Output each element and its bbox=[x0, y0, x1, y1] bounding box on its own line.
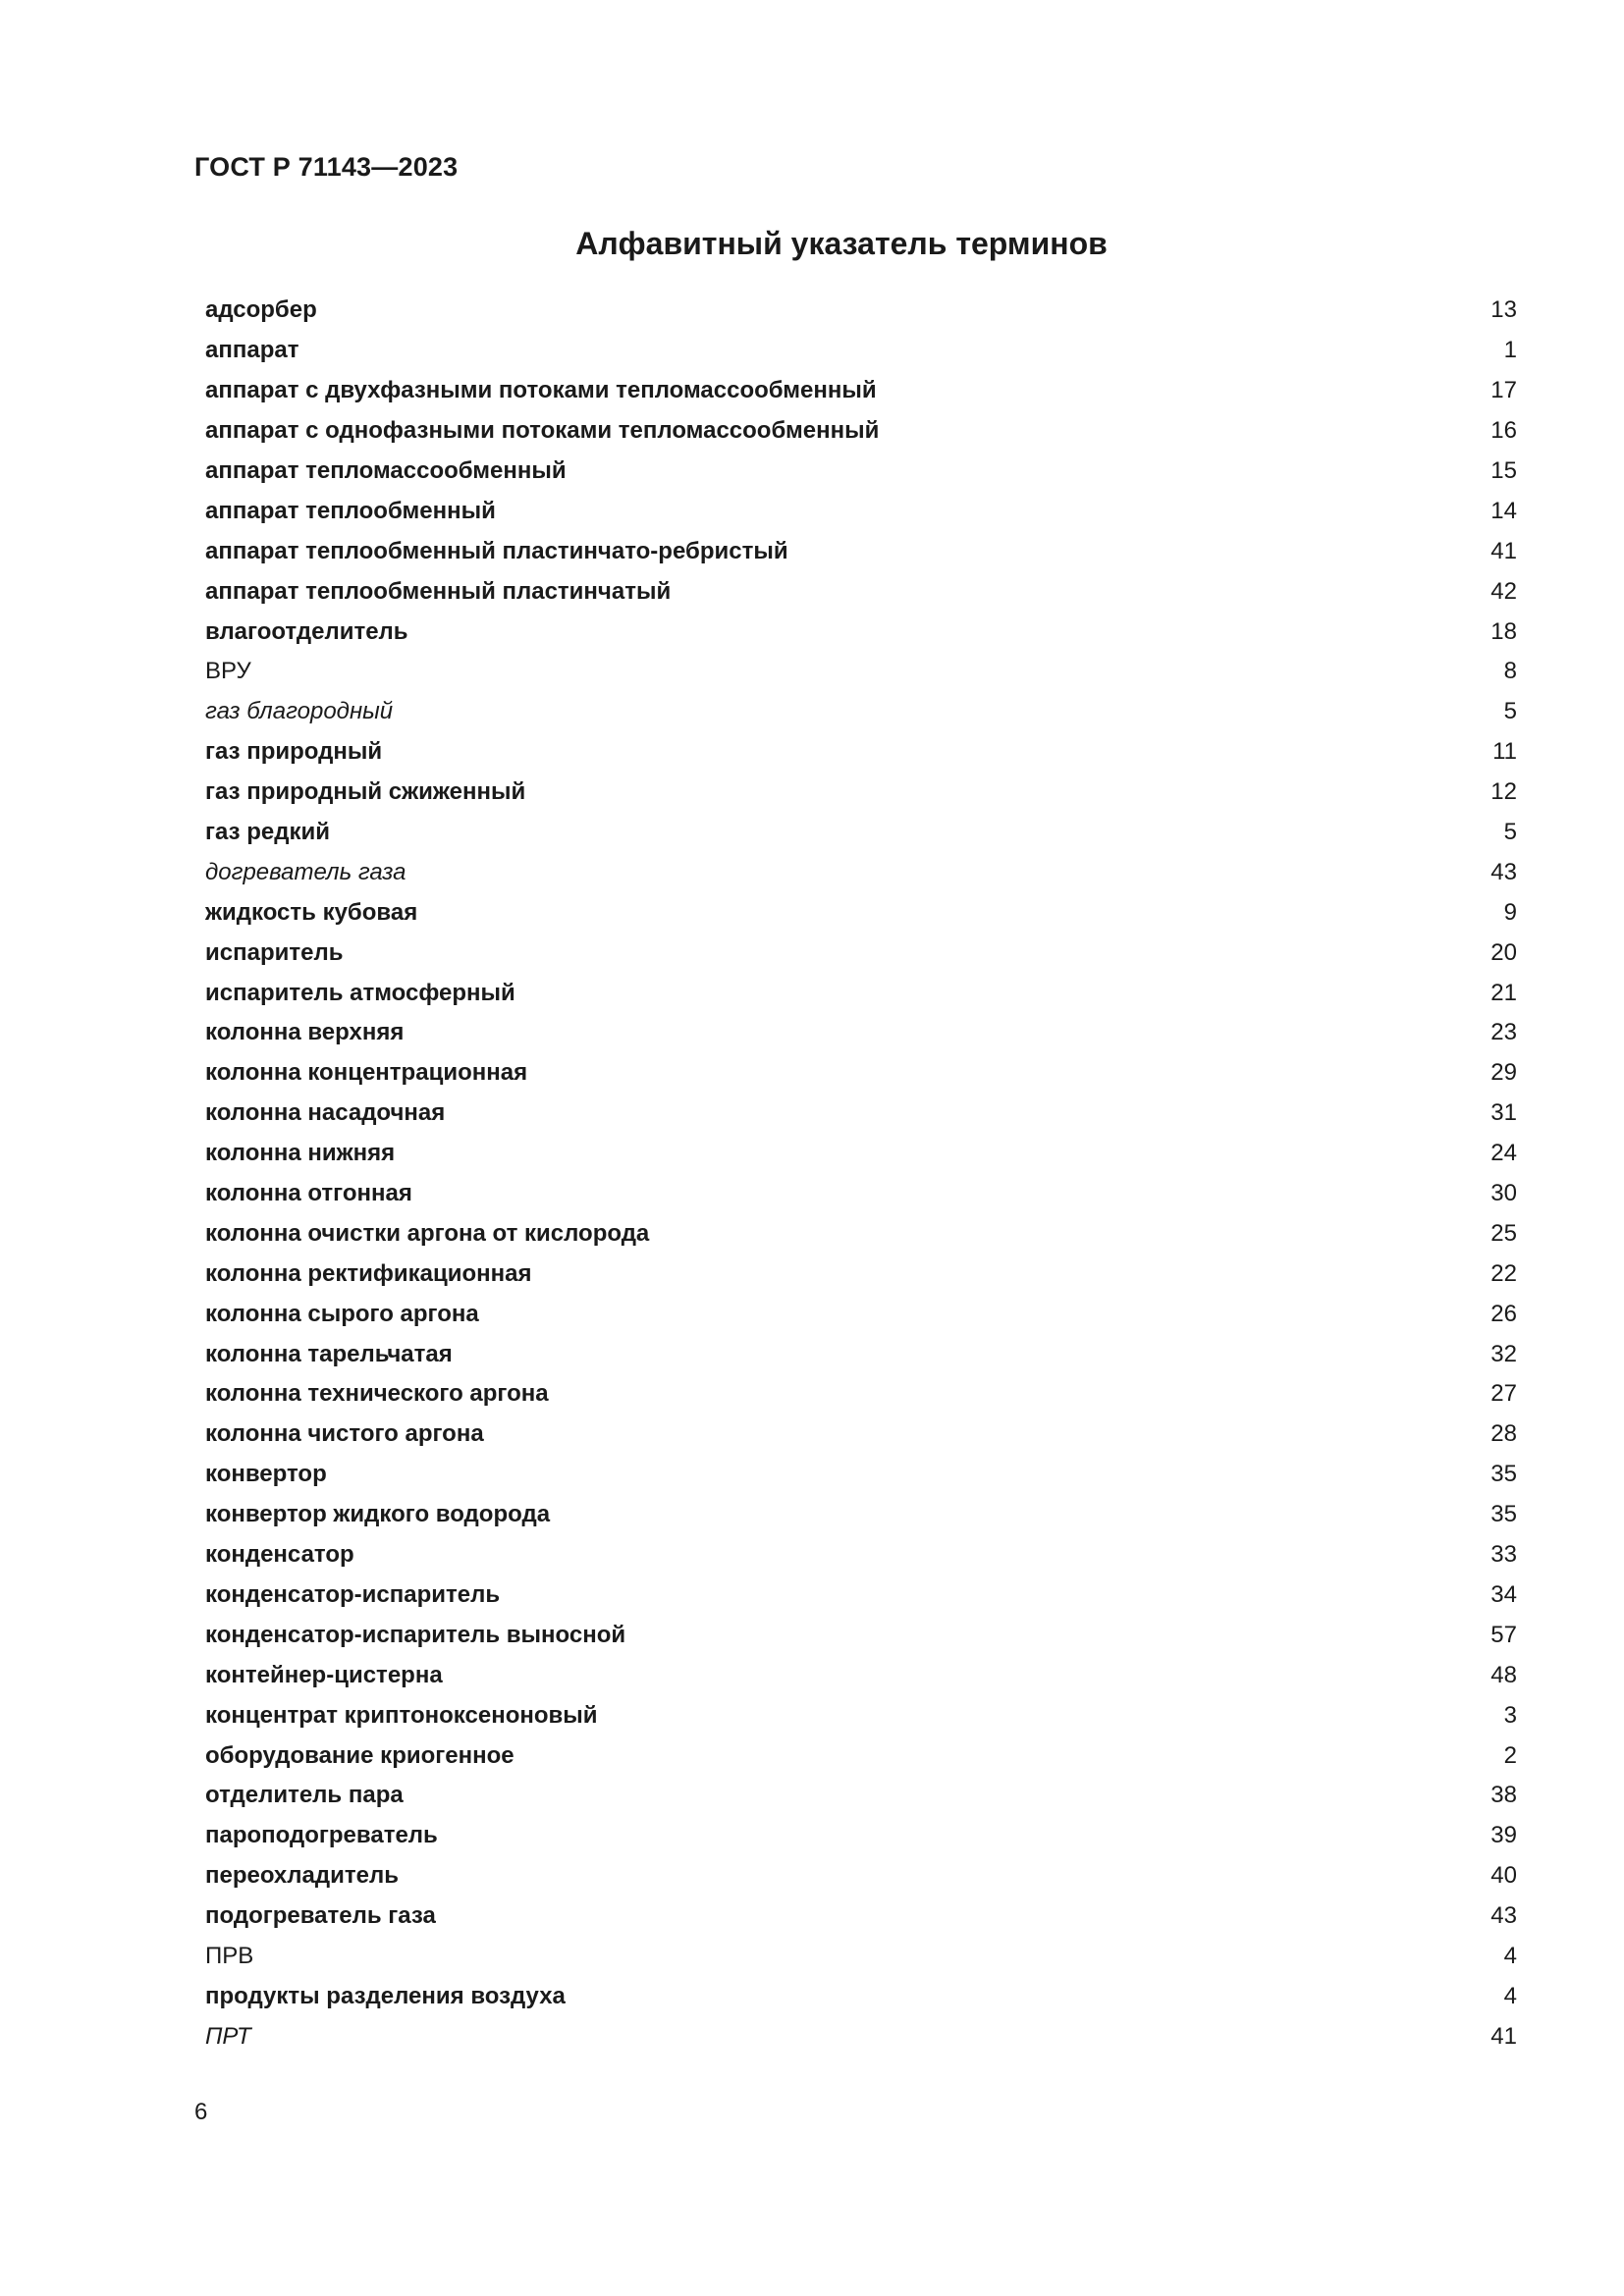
index-entry-row bbox=[205, 852, 1517, 892]
index-entry-row bbox=[205, 1094, 1517, 1134]
index-term: ПРТ bbox=[205, 2022, 251, 2050]
index-term: испаритель атмосферный bbox=[205, 979, 515, 1006]
index-term: аппарат bbox=[205, 337, 299, 364]
index-term: газ природный bbox=[205, 738, 383, 766]
index-page-ref: 11 bbox=[1492, 738, 1517, 766]
index-entry-row bbox=[205, 1655, 1517, 1695]
index-page-ref: 33 bbox=[1490, 1541, 1517, 1569]
page-number: 6 bbox=[194, 2099, 208, 2125]
index-term: колонна чистого аргона bbox=[205, 1420, 484, 1448]
index-entry-row bbox=[205, 1856, 1517, 1896]
index-entry-row bbox=[205, 612, 1517, 652]
index-page-ref: 29 bbox=[1490, 1059, 1517, 1087]
index-term: концентрат криптоноксеноновый bbox=[205, 1701, 598, 1729]
index-entry-row bbox=[205, 732, 1517, 773]
index-entry-row bbox=[205, 2016, 1517, 2056]
index-page-ref: 9 bbox=[1503, 898, 1517, 926]
index-entry-row bbox=[205, 1976, 1517, 2016]
index-entry-row bbox=[205, 1254, 1517, 1294]
index-term: аппарат с двухфазными потоками тепломассообменный bbox=[205, 377, 877, 404]
index-page-ref: 35 bbox=[1490, 1461, 1517, 1488]
index-term: колонна очистки аргона от кислорода bbox=[205, 1219, 650, 1247]
index-page-ref: 43 bbox=[1490, 1902, 1517, 1930]
index-entry-row bbox=[205, 291, 1517, 331]
index-entry-row bbox=[205, 973, 1517, 1013]
index-term: влагоотделитель bbox=[205, 617, 408, 645]
index-entry-row bbox=[205, 1615, 1517, 1655]
index-page-ref: 39 bbox=[1490, 1822, 1517, 1849]
index-entry-row bbox=[205, 1735, 1517, 1776]
index-entry-row bbox=[205, 331, 1517, 371]
index-entry-row bbox=[205, 652, 1517, 692]
index-page-ref: 4 bbox=[1503, 1942, 1517, 1969]
index-term: колонна нижняя bbox=[205, 1140, 396, 1167]
index-term: оборудование криогенное bbox=[205, 1741, 514, 1769]
index-term: газ природный сжиженный bbox=[205, 778, 526, 806]
index-term: ПРВ bbox=[205, 1942, 254, 1969]
index-term: колонна ректификационная bbox=[205, 1259, 532, 1287]
index-term: колонна отгонная bbox=[205, 1180, 412, 1207]
index-page-ref: 12 bbox=[1490, 778, 1517, 806]
index-page-ref: 17 bbox=[1490, 377, 1517, 404]
index-page-ref: 40 bbox=[1490, 1862, 1517, 1890]
index-page-ref: 32 bbox=[1490, 1340, 1517, 1367]
index-entry-row bbox=[205, 813, 1517, 853]
index-entry-row bbox=[205, 371, 1517, 411]
index-term: ВРУ bbox=[205, 658, 251, 685]
index-page-ref: 18 bbox=[1490, 617, 1517, 645]
index-term: конденсатор-испаритель bbox=[205, 1580, 501, 1608]
index-term: аппарат теплообменный пластинчато-ребристый bbox=[205, 537, 788, 564]
index-page-ref: 38 bbox=[1490, 1782, 1517, 1809]
index-entry-row bbox=[205, 1053, 1517, 1094]
index-page-ref: 23 bbox=[1490, 1019, 1517, 1046]
index-page-ref: 35 bbox=[1490, 1501, 1517, 1528]
index-term: контейнер-цистерна bbox=[205, 1661, 443, 1688]
index-entry-row bbox=[205, 1455, 1517, 1495]
index-entry-row bbox=[205, 411, 1517, 452]
index-term: отделитель пара bbox=[205, 1782, 404, 1809]
index-page-ref: 5 bbox=[1503, 698, 1517, 725]
index-page-ref: 27 bbox=[1490, 1380, 1517, 1408]
index-page-ref: 2 bbox=[1503, 1741, 1517, 1769]
index-entry-row bbox=[205, 1174, 1517, 1214]
index-page-ref: 48 bbox=[1490, 1661, 1517, 1688]
index-page-ref: 43 bbox=[1490, 858, 1517, 885]
index-entry-row bbox=[205, 892, 1517, 933]
index-term: переохладитель bbox=[205, 1862, 399, 1890]
index-page-ref: 16 bbox=[1490, 417, 1517, 445]
index-entry-row bbox=[205, 1896, 1517, 1937]
index-term: аппарат с однофазными потоками тепломассообменный bbox=[205, 417, 880, 445]
index-page-ref: 5 bbox=[1503, 819, 1517, 846]
index-term: аппарат тепломассообменный bbox=[205, 457, 567, 484]
page-title: Алфавитный указатель терминов bbox=[575, 226, 1108, 261]
index-term: колонна концентрационная bbox=[205, 1059, 528, 1087]
index-page-ref: 1 bbox=[1503, 337, 1517, 364]
index-entry-row bbox=[205, 531, 1517, 571]
index-entry-row bbox=[205, 1134, 1517, 1174]
index-page-ref: 3 bbox=[1503, 1701, 1517, 1729]
document-code-header: ГОСТ Р 71143—2023 bbox=[194, 152, 459, 182]
index-entry-row bbox=[205, 1495, 1517, 1535]
index-entry-row bbox=[205, 1695, 1517, 1735]
index-term: конвертор bbox=[205, 1461, 327, 1488]
index-term: адсорбер bbox=[205, 296, 317, 324]
index-term: колонна тарельчатая bbox=[205, 1340, 453, 1367]
index-term: колонна технического аргона bbox=[205, 1380, 549, 1408]
term-index-list bbox=[205, 291, 1517, 2056]
index-entry-row bbox=[205, 1575, 1517, 1616]
index-term: жидкость кубовая bbox=[205, 898, 418, 926]
index-entry-row bbox=[205, 1294, 1517, 1334]
index-entry-row bbox=[205, 1937, 1517, 1977]
index-page-ref: 41 bbox=[1490, 2022, 1517, 2050]
index-page-ref: 20 bbox=[1490, 938, 1517, 966]
index-term: испаритель bbox=[205, 938, 344, 966]
index-term: конвертор жидкого водорода bbox=[205, 1501, 551, 1528]
index-entry-row bbox=[205, 1013, 1517, 1053]
index-entry-row bbox=[205, 692, 1517, 732]
index-page-ref: 31 bbox=[1490, 1099, 1517, 1127]
index-page-ref: 15 bbox=[1490, 457, 1517, 484]
index-page-ref: 26 bbox=[1490, 1300, 1517, 1327]
index-entry-row bbox=[205, 1334, 1517, 1374]
index-term: газ благородный bbox=[205, 698, 394, 725]
index-entry-row bbox=[205, 933, 1517, 973]
index-term: конденсатор-испаритель выносной bbox=[205, 1621, 626, 1648]
index-term: конденсатор bbox=[205, 1541, 354, 1569]
index-page-ref: 25 bbox=[1490, 1219, 1517, 1247]
index-entry-row bbox=[205, 1415, 1517, 1455]
index-page-ref: 14 bbox=[1490, 497, 1517, 524]
index-page-ref: 4 bbox=[1503, 1982, 1517, 2009]
index-term: колонна сырого аргона bbox=[205, 1300, 479, 1327]
index-term: пароподогреватель bbox=[205, 1822, 438, 1849]
index-entry-row bbox=[205, 452, 1517, 492]
index-page-ref: 28 bbox=[1490, 1420, 1517, 1448]
index-page-ref: 24 bbox=[1490, 1140, 1517, 1167]
index-term: газ редкий bbox=[205, 819, 330, 846]
index-page-ref: 34 bbox=[1490, 1580, 1517, 1608]
index-term: аппарат теплообменный пластинчатый bbox=[205, 577, 672, 605]
index-term: догреватель газа bbox=[205, 858, 406, 885]
index-term: колонна насадочная bbox=[205, 1099, 446, 1127]
index-page-ref: 30 bbox=[1490, 1180, 1517, 1207]
index-term: колонна верхняя bbox=[205, 1019, 405, 1046]
index-page-ref: 22 bbox=[1490, 1259, 1517, 1287]
index-page-ref: 42 bbox=[1490, 577, 1517, 605]
index-entry-row bbox=[205, 1374, 1517, 1415]
index-page-ref: 41 bbox=[1490, 537, 1517, 564]
index-entry-row bbox=[205, 1816, 1517, 1856]
index-term: подогреватель газа bbox=[205, 1902, 436, 1930]
index-page-ref: 8 bbox=[1503, 658, 1517, 685]
index-entry-row bbox=[205, 1213, 1517, 1254]
index-entry-row bbox=[205, 571, 1517, 612]
index-page-ref: 13 bbox=[1490, 296, 1517, 324]
index-term: аппарат теплообменный bbox=[205, 497, 496, 524]
index-entry-row bbox=[205, 1535, 1517, 1575]
index-page-ref: 21 bbox=[1490, 979, 1517, 1006]
index-entry-row bbox=[205, 1776, 1517, 1816]
index-entry-row bbox=[205, 773, 1517, 813]
index-page-ref: 57 bbox=[1490, 1621, 1517, 1648]
index-entry-row bbox=[205, 491, 1517, 531]
index-term: продукты разделения воздуха bbox=[205, 1982, 566, 2009]
